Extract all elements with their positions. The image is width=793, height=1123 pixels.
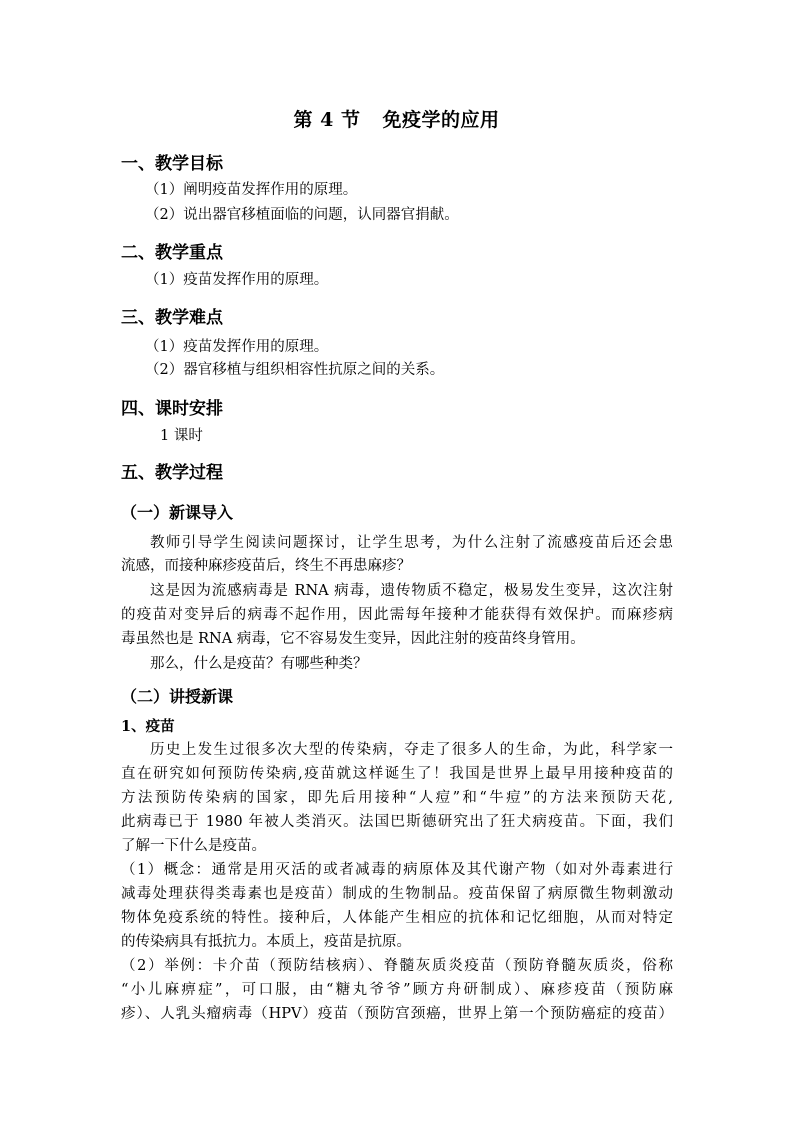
- paragraph-line: 直在研究如何预防传染病,疫苗就这样诞生了！我国是世界上最早用接种疫苗的: [121, 766, 673, 782]
- paragraph-line: 的疫苗对变异后的病毒不起作用，因此需每年接种才能获得有效保护。而麻疹病: [121, 607, 673, 623]
- heading-process: 五、教学过程: [121, 463, 223, 483]
- schedule-item: 1 课时: [160, 428, 203, 444]
- subheading-vaccine: 1、疫苗: [121, 718, 175, 735]
- difficulty-item: （1）疫苗发挥作用的原理。: [145, 339, 329, 355]
- heading-teaching-goals: 一、教学目标: [121, 154, 223, 174]
- heading-schedule: 四、课时安排: [121, 399, 223, 419]
- paragraph-line: 这是因为流感病毒是 RNA 病毒，遗传物质不稳定，极易发生变异，这次注射: [150, 583, 673, 599]
- paragraph-line: 疹）、人乳头瘤病毒（HPV）疫苗（预防宫颈癌，世界上第一个预防癌症的疫苗）: [121, 1006, 673, 1022]
- heading-key-points: 二、教学重点: [121, 243, 223, 263]
- paragraph-line: 历史上发生过很多次大型的传染病，夺走了很多人的生命，为此，科学家一: [150, 742, 673, 758]
- goal-item: （2）说出器官移植面临的问题，认同器官捐献。: [145, 207, 459, 223]
- subheading-new-lesson: （二）讲授新课: [121, 687, 234, 706]
- paragraph-line: 物体免疫系统的特性。接种后，人体能产生相应的抗体和记忆细胞，从而对特定: [121, 910, 673, 926]
- paragraph-line: 减毒处理获得类毒素也是疫苗）制成的生物制品。疫苗保留了病原微生物刺激动: [121, 886, 673, 902]
- heading-difficulties: 三、教学难点: [121, 308, 223, 328]
- paragraph-line: 教师引导学生阅读问题探讨，让学生思考，为什么注射了流感疫苗后还会患: [150, 535, 673, 551]
- section-number: 第 4 节: [293, 109, 361, 131]
- goal-item: （1）阐明疫苗发挥作用的原理。: [145, 182, 358, 198]
- paragraph-line: 毒虽然也是 RNA 病毒，它不容易发生变异，因此注射的疫苗终身管用。: [121, 631, 585, 647]
- subheading-introduction: （一）新课导入: [121, 503, 234, 522]
- paragraph-line: 此病毒已于 1980 年被人类消灭。法国巴斯德研究出了狂犬病疫苗。下面，我们: [121, 814, 673, 830]
- paragraph-line: 了解一下什么是疫苗。: [121, 838, 266, 854]
- key-point-item: （1）疫苗发挥作用的原理。: [145, 272, 329, 288]
- paragraph-line: （1）概念：通常是用灭活的或者减毒的病原体及其代谢产物（如对外毒素进行: [121, 862, 673, 878]
- section-name: 免疫学的应用: [382, 109, 500, 131]
- difficulty-item: （2）器官移植与组织相容性抗原之间的关系。: [145, 362, 445, 378]
- paragraph-line: 的传染病具有抵抗力。本质上，疫苗是抗原。: [121, 934, 411, 950]
- paragraph-line: 方法预防传染病的国家，即先后用接种“人痘”和“牛痘”的方法来预防天花,: [121, 790, 673, 806]
- paragraph-line: 那么，什么是疫苗？有哪些种类？: [150, 656, 368, 672]
- paragraph-line: “小儿麻痹症”，可口服，由“糖丸爷爷”顾方舟研制成）、麻疹疫苗（预防麻: [121, 982, 673, 998]
- paragraph-line: 流感，而接种麻疹疫苗后，终生不再患麻疹？: [121, 558, 411, 574]
- paragraph-line: （2）举例：卡介苗（预防结核病）、脊髓灰质炎疫苗（预防脊髓灰质炎，俗称: [121, 958, 673, 974]
- page-title: [0, 105, 793, 132]
